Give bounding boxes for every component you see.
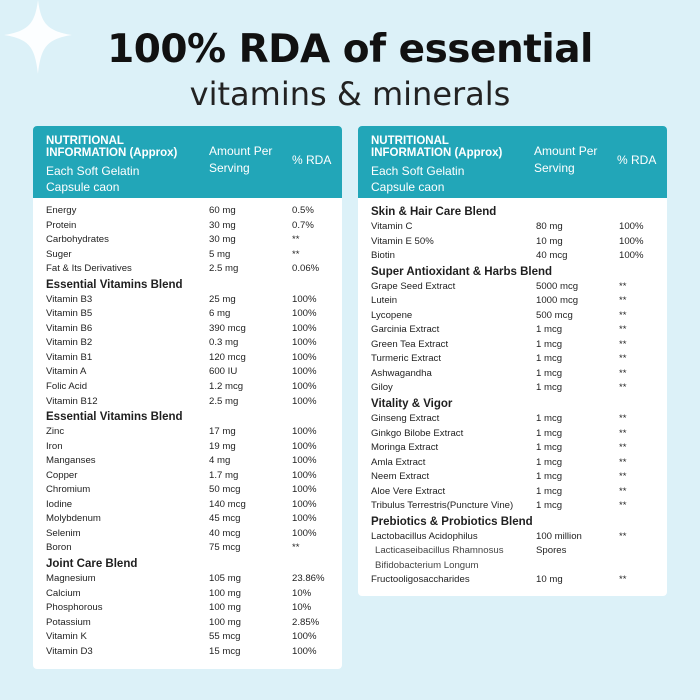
nutrient-amount: 80 mg [536, 221, 563, 232]
headline-line1: 100% RDA of essential [107, 27, 593, 72]
nutrient-row [33, 483, 342, 498]
nutrient-rda: ** [619, 500, 627, 512]
nutrient-amount: 1 mcg [536, 500, 563, 512]
nutrient-rda: ** [619, 338, 627, 350]
nutrient-amount: 100 mg [209, 587, 241, 599]
nutrient-name: Potassium [46, 616, 91, 628]
nutrient-name: Vitamin B3 [46, 293, 93, 305]
nutrient-row [33, 572, 342, 587]
nutrient-rda: 100% [292, 308, 317, 320]
nutrient-amount: 100 million [536, 530, 582, 542]
nutrient-amount: 19 mg [209, 440, 236, 452]
nutrient-name: Manganses [46, 455, 96, 467]
panel-body [33, 198, 342, 659]
nutrient-rda: 0.7% [292, 219, 314, 231]
nutrient-amount: 75 mcg [209, 542, 241, 554]
nutrient-amount: 1 mcg [536, 456, 563, 468]
nutrient-amount: 2.5 mg [209, 263, 239, 275]
nutrient-amount: 1 mcg [536, 427, 563, 439]
nutrient-name: Energy [46, 205, 77, 216]
nutrient-name: Giloy [371, 382, 393, 394]
section-title: Prebiotics & Probiotics Blend [371, 515, 533, 528]
nutrient-name: Lactobacillus Acidophilus [371, 530, 478, 542]
nutrient-name: Iodine [46, 498, 73, 510]
nutrient-row [358, 427, 667, 442]
nutrient-row [358, 470, 667, 485]
nutrient-rda: 100% [292, 337, 317, 349]
nutrient-row [358, 338, 667, 353]
nutrition-panel-right [358, 126, 667, 596]
nutrient-amount: 500 mcg [536, 309, 573, 321]
panel-body [358, 198, 667, 588]
nutrient-amount: 5 mg [209, 248, 231, 260]
nutrient-name: Phosphorous [46, 602, 103, 614]
nutrient-rda: 100% [292, 381, 317, 393]
nutrient-row [33, 541, 342, 556]
nutrient-name: Vitamin B1 [46, 351, 93, 363]
nutrient-amount: 105 mg [209, 573, 241, 585]
nutrient-amount: 45 mcg [209, 513, 241, 525]
section-title: Skin & Hair Care Blend [371, 206, 497, 218]
nutrient-name: Selenim [46, 527, 81, 539]
nutrient-name: Suger [46, 248, 72, 260]
nutrient-name: Folic Acid [46, 381, 88, 393]
nutrient-rda: 0.06% [292, 263, 320, 275]
nutrient-row [33, 454, 342, 469]
nutrient-row [33, 204, 342, 219]
section-title: Vitality & Vigor [371, 398, 453, 411]
nutrient-row [33, 336, 342, 351]
nutrient-row [358, 499, 667, 514]
nutrient-rda: ** [619, 485, 627, 497]
nutrient-rda: 100% [292, 440, 317, 452]
nutrient-row [33, 512, 342, 527]
nutrient-amount: 55 mcg [209, 631, 241, 643]
nutrient-row [358, 309, 667, 324]
nutrient-rda: 100% [292, 513, 317, 525]
nutrient-rda: ** [619, 309, 627, 321]
nutrient-row [33, 322, 342, 337]
nutrient-amount: 40 mcg [536, 250, 568, 262]
nutrient-rda: 100% [292, 322, 317, 334]
nutrient-amount: 50 mcg [209, 484, 241, 496]
section-title: Essential Vitamins Blend [46, 411, 183, 424]
nutrient-rda: ** [292, 234, 300, 246]
nutrient-amount: 140 mcg [209, 498, 246, 510]
nutrient-rda: ** [619, 442, 627, 454]
nutrient-amount: 1.2 mcg [209, 381, 244, 393]
nutrient-name: Neem Extract [371, 471, 430, 483]
nutrient-name: Calcium [46, 587, 81, 599]
panel-header [33, 126, 342, 198]
nutrient-name: Vitamin B5 [46, 308, 93, 320]
nutrient-rda: 100% [292, 426, 317, 438]
nutrient-row [33, 395, 342, 410]
nutrient-row [33, 425, 342, 440]
nutrient-rda: 100% [292, 293, 317, 305]
nutrient-rda: 2.85% [292, 616, 320, 628]
nutrient-amount: 600 IU [209, 366, 238, 378]
nutrient-row [33, 351, 342, 366]
nutrient-amount: 30 mg [209, 219, 236, 231]
nutrient-name: Grape Seed Extract [371, 280, 456, 292]
nutrient-amount: 1000 mcg [536, 295, 579, 307]
panel-header [358, 126, 667, 198]
nutrient-amount: 100 mg [209, 616, 241, 628]
nutrient-amount: 1 mcg [536, 353, 563, 365]
nutrient-name: Chromium [46, 484, 91, 496]
nutrient-name: Amla Extract [371, 456, 426, 468]
panel-header-rda: % RDA [617, 153, 657, 167]
nutrient-rda: ** [619, 427, 627, 439]
nutrient-row [358, 323, 667, 338]
nutrient-row [358, 573, 667, 588]
nutrient-row [33, 219, 342, 234]
panel-header-title: NUTRITIONAL INFORMATION (Approx) [371, 135, 503, 159]
nutrient-row [358, 485, 667, 500]
nutrient-amount: 1 mcg [536, 442, 563, 454]
nutrient-amount: 120 mcg [209, 351, 246, 363]
nutrient-rda: ** [619, 280, 627, 292]
nutrient-row [33, 248, 342, 263]
nutrient-row [33, 469, 342, 484]
nutrient-name: Garcinia Extract [371, 324, 440, 336]
nutrient-row [358, 412, 667, 427]
nutrient-name: Ashwagandha [371, 367, 432, 379]
nutrient-row [33, 630, 342, 645]
nutrient-amount: Spores [536, 545, 567, 557]
nutrient-amount: 6 mg [209, 308, 231, 320]
nutrient-name: Green Tea Extract [371, 338, 449, 350]
nutrient-amount: 1 mcg [536, 413, 563, 425]
nutrient-amount: 100 mg [209, 602, 241, 614]
nutrient-row [358, 352, 667, 367]
nutrient-name: Lutein [371, 295, 398, 307]
nutrient-name: Lacticaseibacillus Rhamnosus [375, 545, 504, 557]
nutrient-rda: ** [619, 382, 627, 394]
nutrient-rda: ** [619, 456, 627, 468]
nutrient-rda: ** [619, 574, 627, 586]
section-title: Essential Vitamins Blend [46, 278, 183, 291]
headline-line2: vitamins & minerals [189, 75, 511, 113]
nutrient-name: Vitamin B6 [46, 322, 93, 334]
nutrient-name: Vitamin D3 [46, 645, 93, 657]
nutrient-name: Magnesium [46, 573, 96, 585]
nutrient-row [33, 293, 342, 308]
nutrient-row [33, 380, 342, 395]
nutrient-amount: 1 mcg [536, 471, 563, 483]
nutrient-name: Protein [46, 219, 77, 231]
nutrient-rda: ** [292, 248, 300, 260]
nutrient-row [358, 235, 667, 250]
nutrient-rda: ** [619, 295, 627, 307]
nutrient-rda: 100% [292, 366, 317, 378]
nutrient-rda: 100% [292, 498, 317, 510]
nutrient-amount: 1 mcg [536, 324, 563, 336]
nutrient-amount: 2.5 mg [209, 395, 239, 407]
nutrient-rda: 100% [619, 250, 644, 262]
nutrient-row [358, 220, 667, 235]
nutrient-row [33, 233, 342, 248]
nutrient-row [33, 527, 342, 542]
nutrient-row [33, 645, 342, 660]
nutrient-rda: 100% [292, 527, 317, 539]
nutrient-name: Tribulus Terrestris(Puncture Vine) [371, 500, 514, 512]
nutrient-amount: 1 mcg [536, 485, 563, 497]
nutrient-name: Copper [46, 469, 78, 481]
headline [0, 28, 700, 114]
nutrient-row [358, 559, 667, 574]
nutrient-rda: ** [619, 530, 627, 542]
nutrient-rda: 10% [292, 602, 312, 614]
nutrient-row [358, 249, 667, 264]
nutrient-name: Molybdenum [46, 513, 101, 525]
nutrient-name: Aloe Vere Extract [371, 485, 446, 497]
panel-header-amount: Amount Per Serving [534, 144, 598, 175]
nutrient-name: Bifidobacterium Longum [375, 559, 479, 571]
nutrient-name: Vitamin C [371, 221, 413, 232]
nutrient-rda: 100% [619, 221, 644, 232]
nutrition-panel-left [33, 126, 342, 669]
nutrient-name: Ginseng Extract [371, 413, 440, 425]
nutrient-amount: 1 mcg [536, 382, 563, 394]
nutrient-amount: 25 mg [209, 293, 236, 305]
nutrient-rda: 100% [292, 645, 317, 657]
nutrient-row [33, 601, 342, 616]
panel-header-amount: Amount Per Serving [209, 144, 273, 175]
nutrient-row [33, 616, 342, 631]
nutrient-row [33, 440, 342, 455]
nutrient-name: Moringa Extract [371, 442, 439, 454]
nutrient-amount: 0.3 mg [209, 337, 239, 349]
nutrient-name: Turmeric Extract [371, 353, 442, 365]
nutrient-rda: 100% [292, 455, 317, 467]
nutrient-amount: 10 mg [536, 235, 563, 247]
nutrient-name: Vitamin B12 [46, 395, 98, 407]
nutrient-amount: 1 mcg [536, 338, 563, 350]
nutrient-row [358, 544, 667, 559]
panel-header-title: NUTRITIONAL INFORMATION (Approx) [46, 135, 178, 159]
nutrient-name: Vitamin A [46, 366, 87, 378]
nutrient-rda: ** [619, 413, 627, 425]
nutrient-row [33, 365, 342, 380]
nutrient-row [358, 280, 667, 295]
nutrient-amount: 30 mg [209, 234, 236, 246]
nutrient-rda: 100% [292, 469, 317, 481]
nutrient-rda: 100% [292, 351, 317, 363]
nutrient-rda: ** [619, 367, 627, 379]
nutrient-name: Boron [46, 542, 72, 554]
nutrient-amount: 15 mcg [209, 645, 241, 657]
nutrient-row [33, 307, 342, 322]
nutrient-rda: ** [292, 542, 300, 554]
nutrient-row [358, 456, 667, 471]
nutrient-rda: 23.86% [292, 573, 325, 585]
nutrient-row [358, 530, 667, 545]
nutrient-row [33, 262, 342, 277]
nutrient-rda: 100% [292, 395, 317, 407]
nutrient-name: Zinc [46, 426, 65, 438]
nutrient-name: Fructooligosaccharides [371, 574, 470, 586]
nutrient-row [358, 381, 667, 396]
nutrient-name: Fat & Its Derivatives [46, 263, 132, 275]
nutrient-amount: 1 mcg [536, 367, 563, 379]
nutrient-row [358, 294, 667, 309]
nutrient-amount: 390 mcg [209, 322, 246, 334]
nutrient-rda: 100% [292, 484, 317, 496]
nutrient-name: Ginkgo Bilobe Extract [371, 427, 464, 439]
nutrient-amount: 17 mg [209, 426, 236, 438]
nutrient-row [33, 587, 342, 602]
nutrient-name: Vitamin B2 [46, 337, 93, 349]
section-title: Joint Care Blend [46, 558, 138, 571]
panel-header-subtitle: Each Soft Gelatin Capsule caon [371, 164, 465, 194]
nutrient-name: Iron [46, 440, 63, 452]
nutrient-rda: 100% [292, 631, 317, 643]
nutrient-amount: 5000 mcg [536, 280, 579, 292]
nutrient-amount: 1.7 mg [209, 469, 239, 481]
nutrient-name: Lycopene [371, 309, 413, 321]
nutrient-row [33, 498, 342, 513]
nutrient-amount: 40 mcg [209, 527, 241, 539]
nutrient-rda: ** [619, 471, 627, 483]
nutrient-rda: 100% [619, 235, 644, 247]
nutrient-amount: 10 mg [536, 574, 563, 586]
nutrient-name: Vitamin K [46, 631, 87, 643]
nutrient-row [358, 367, 667, 382]
panel-header-rda: % RDA [292, 153, 332, 167]
nutrient-rda: 0.5% [292, 205, 314, 216]
panel-header-subtitle: Each Soft Gelatin Capsule caon [46, 164, 140, 194]
nutrient-name: Biotin [371, 250, 395, 262]
nutrient-row [358, 441, 667, 456]
nutrient-rda: ** [619, 324, 627, 336]
nutrient-name: Carbohydrates [46, 234, 109, 246]
nutrient-amount: 60 mg [209, 205, 236, 216]
nutrient-rda: 10% [292, 587, 312, 599]
nutrient-name: Vitamin E 50% [371, 235, 434, 247]
nutrient-amount: 4 mg [209, 455, 231, 467]
section-title: Super Antioxidant & Harbs Blend [371, 265, 553, 278]
nutrient-rda: ** [619, 353, 627, 365]
